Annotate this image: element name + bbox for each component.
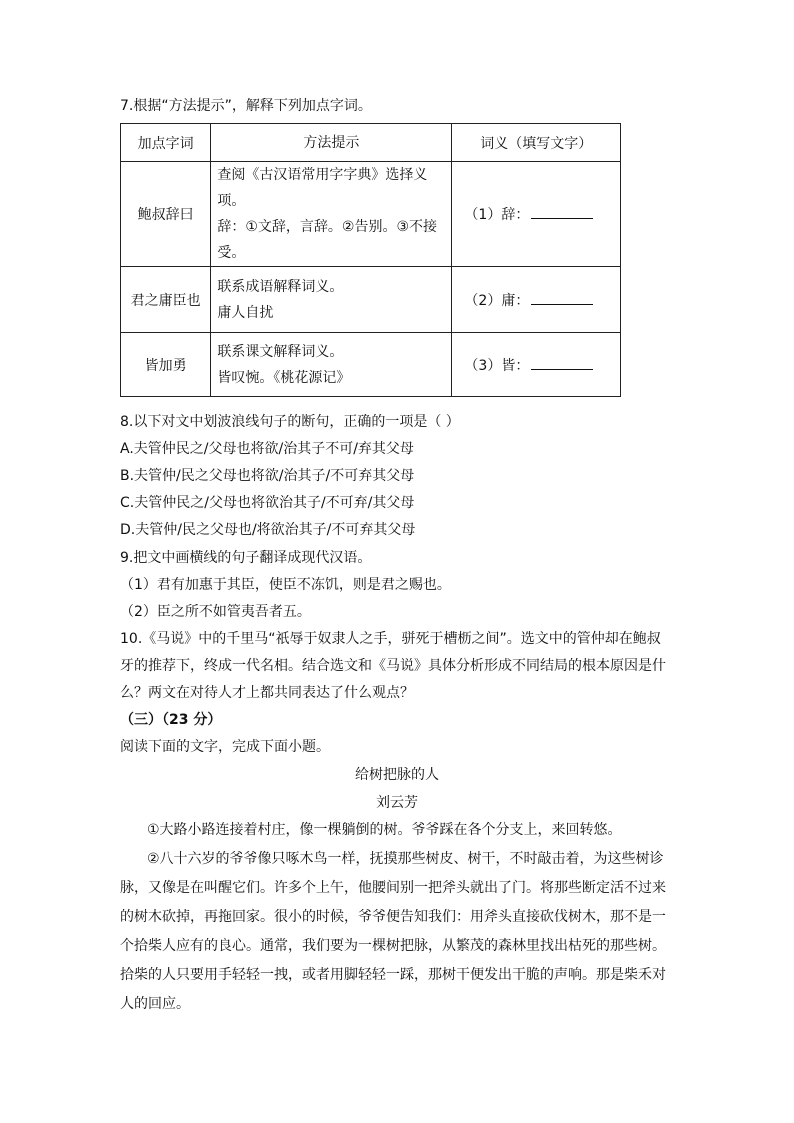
table-header-meaning: 词义（填写文字） — [452, 124, 621, 162]
question-7-stem: 7.根据“方法提示”，解释下列加点字词。 — [120, 98, 372, 114]
hint-line: 查阅《古汉语常用字字典》选择义项。 — [217, 167, 428, 209]
question-7-table — [120, 123, 621, 397]
hint-cell — [211, 267, 452, 333]
question-8-stem: 8.以下对文中划波浪线句子的断句，正确的一项是（ ） — [120, 414, 460, 430]
hint-line: 联系课文解释词义。 — [217, 343, 344, 360]
table-header-row — [121, 124, 621, 162]
paragraph-1: ①大路小路连接着村庄，像一棵躺倒的树。爷爷踩在各个分支上，来回转悠。 — [147, 822, 622, 838]
table-header-hint: 方法提示 — [211, 124, 452, 162]
table-row — [121, 333, 621, 397]
table-header-word: 加点字词 — [121, 124, 211, 162]
question-10-line: 牙的推荐下，终成一代名相。结合选文和《马说》具体分析形成不同结局的根本原因是什 — [120, 658, 666, 674]
paragraph-2-line: 脉，又像是在叫醒它们。许多个上午，他腰间别一把斧头就出了门。将那些断定活不过来 — [120, 880, 666, 896]
option-c[interactable]: C.夫管仲民之/父母也将欲治其子/不可弃/其父母 — [120, 495, 415, 511]
answer-label: （3）皆： — [464, 357, 530, 374]
answer-blank[interactable] — [531, 355, 593, 370]
hint-line: 联系成语解释词义。 — [217, 278, 344, 295]
hint-cell — [211, 162, 452, 267]
question-10-line: 10.《马说》中的千里马“祇辱于奴隶人之手，骈死于槽枥之间”。选文中的管仲却在鲍叔 — [120, 631, 661, 647]
option-d[interactable]: D.夫管仲/民之父母也/将欲治其子/不可弃其父母 — [120, 522, 416, 538]
option-b[interactable]: B.夫管仲/民之父母也将欲/治其子/不可弃其父母 — [120, 468, 415, 484]
article-title: 给树把脉的人 — [355, 767, 439, 783]
word-cell: 皆加勇 — [121, 333, 211, 397]
section-3-heading: （三）（23 分） — [120, 712, 222, 728]
question-9-item: （1）君有加惠于其臣，使臣不冻饥，则是君之赐也。 — [120, 577, 451, 593]
answer-cell — [452, 267, 621, 333]
answer-cell — [452, 162, 621, 267]
hint-cell — [211, 333, 452, 397]
article-author: 刘云芳 — [376, 795, 418, 811]
question-9-item: （2）臣之所不如管夷吾者五。 — [120, 604, 311, 620]
answer-cell — [452, 333, 621, 397]
table-row — [121, 162, 621, 267]
reading-instruction: 阅读下面的文字，完成下面小题。 — [120, 739, 330, 755]
question-9-stem: 9.把文中画横线的句子翻译成现代汉语。 — [120, 550, 372, 566]
question-10-line: 么？两文在对待人才上都共同表达了什么观点？ — [120, 685, 414, 701]
hint-line: 庸人自扰 — [217, 304, 274, 321]
paragraph-2-line: ②八十六岁的爷爷像只啄木鸟一样，抚摸那些树皮、树干，不时敲击着，为这些树诊 — [147, 851, 664, 867]
answer-label: （2）庸： — [464, 292, 530, 309]
option-a[interactable]: A.夫管仲民之/父母也将欲/治其子不可/弃其父母 — [120, 441, 414, 457]
hint-line: 皆叹惋。《桃花源记》 — [217, 369, 351, 386]
word-cell: 君之庸臣也 — [121, 267, 211, 333]
hint-line: 受。 — [217, 245, 246, 261]
paragraph-2-line: 的树木砍掉，再拖回家。很小的时候，爷爷便告知我们：用斧头直接砍伐树木，那不是一 — [120, 909, 666, 925]
paragraph-2-line: 个拾柴人应有的良心。通常，我们要为一棵树把脉，从繁茂的森林里找出枯死的那些树。 — [120, 938, 666, 954]
paragraph-2-line: 拾柴的人只要用手轻轻一拽，或者用脚轻轻一踩，那树干便发出干脆的声响。那是柴禾对 — [120, 967, 666, 983]
answer-blank[interactable] — [531, 204, 593, 219]
word-cell: 鲍叔辞曰 — [121, 162, 211, 267]
table-row — [121, 267, 621, 333]
hint-line: 辞：①文辞，言辞。②告别。③不接 — [217, 219, 438, 235]
answer-blank[interactable] — [531, 290, 593, 305]
paragraph-2-line: 人的回应。 — [120, 996, 190, 1012]
answer-label: （1）辞： — [464, 207, 530, 223]
